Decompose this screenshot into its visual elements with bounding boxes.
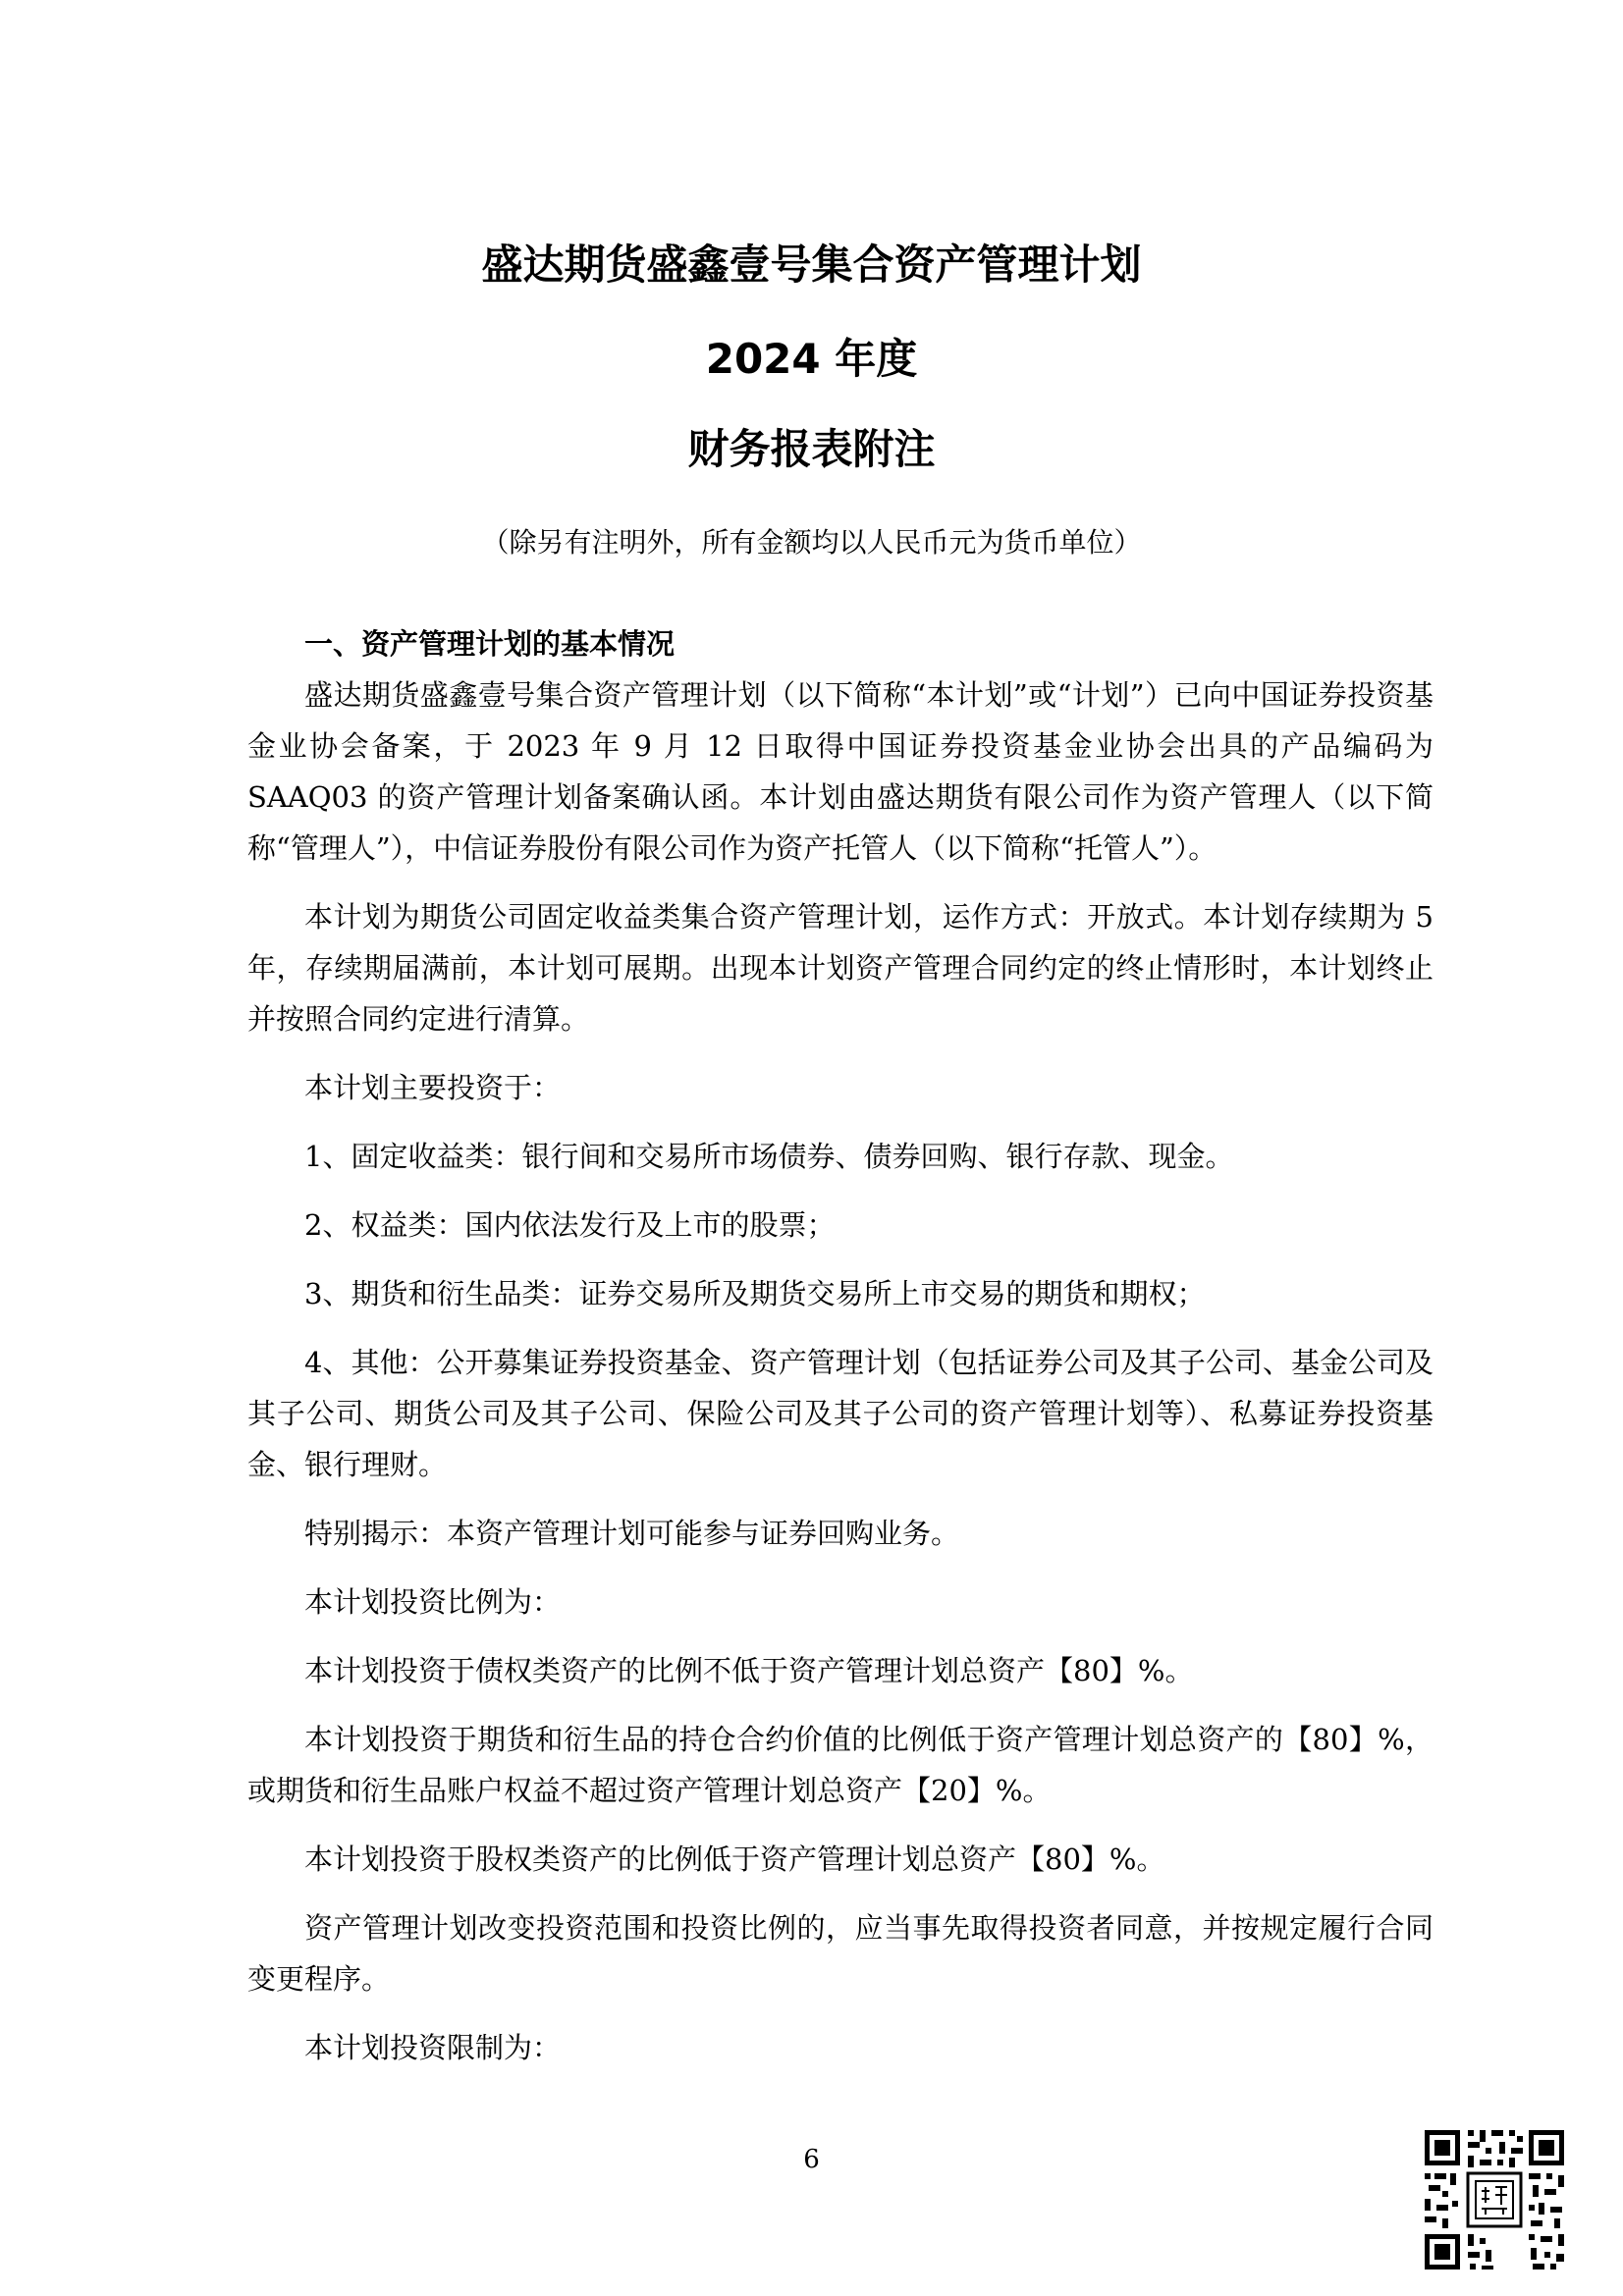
paragraph-restrictions-intro: 本计划投资限制为：: [304, 2031, 562, 2064]
document-year: 2024 年度: [705, 335, 918, 383]
paragraph-change-procedure: 资产管理计划改变投资范围和投资比例的，应当事先取得投资者同意，并按规定履行合同变更程序。: [247, 1911, 1434, 1996]
document-body: [247, 618, 1434, 2091]
paragraph-ratio-intro: 本计划投资比例为：: [304, 1585, 562, 1619]
section-heading: 一、资产管理计划的基本情况: [304, 627, 676, 661]
paragraph-plan-registration: 盛达期货盛鑫壹号集合资产管理计划（以下简称“本计划”或“计划”）已向中国证券投资基金业协会备案，于 2023 年 9 月 12 日取得中国证券投资基金业协会出具的产品编码为 SAAQ03 的资产管理计划备案确认函。本计划由盛达期货有限公司作为资产管理人（以下简称“管理人”），中信证券股份有限公司作为资产托管人（以下简称“托管人”）。: [247, 678, 1434, 865]
paragraph-special-disclosure: 特别揭示：本资产管理计划可能参与证券回购业务。: [304, 1517, 960, 1550]
list-item-equity: 2、权益类：国内依法发行及上市的股票；: [304, 1208, 836, 1242]
paragraph-debt-ratio: 本计划投资于债权类资产的比例不低于资产管理计划总资产【80】%。: [304, 1654, 1194, 1687]
currency-note: （除另有注明外，所有金额均以人民币元为货币单位）: [481, 526, 1142, 559]
list-item-derivatives: 3、期货和衍生品类：证券交易所及期货交易所上市交易的期货和期权；: [304, 1277, 1206, 1310]
document-title: 盛达期货盛鑫壹号集合资产管理计划: [481, 240, 1142, 289]
list-item-fixed-income: 1、固定收益类：银行间和交易所市场债券、债券回购、银行存款、现金。: [304, 1140, 1234, 1173]
paragraph-derivatives-ratio: 本计划投资于期货和衍生品的持仓合约价值的比例低于资产管理计划总资产的【80】%，或期货和衍生品账户权益不超过资产管理计划总资产【20】%。: [247, 1723, 1434, 1807]
paragraph-investment-intro: 本计划主要投资于：: [304, 1071, 562, 1104]
document-subtitle: 财务报表附注: [687, 425, 936, 473]
paragraph-equity-ratio: 本计划投资于股权类资产的比例低于资产管理计划总资产【80】%。: [304, 1842, 1165, 1876]
page-number: 6: [803, 2145, 820, 2174]
paragraph-plan-type: 本计划为期货公司固定收益类集合资产管理计划，运作方式：开放式。本计划存续期为 5 年，存续期届满前，本计划可展期。出现本计划资产管理合同约定的终止情形时，本计划终止并按照合同约定进行清算。: [247, 900, 1434, 1036]
list-item-other: 4、其他：公开募集证券投资基金、资产管理计划（包括证券公司及其子公司、基金公司及其子公司、期货公司及其子公司、保险公司及其子公司的资产管理计划等）、私募证券投资基金、银行理财。: [247, 1346, 1434, 1481]
qr-code-icon: [1421, 2126, 1568, 2273]
